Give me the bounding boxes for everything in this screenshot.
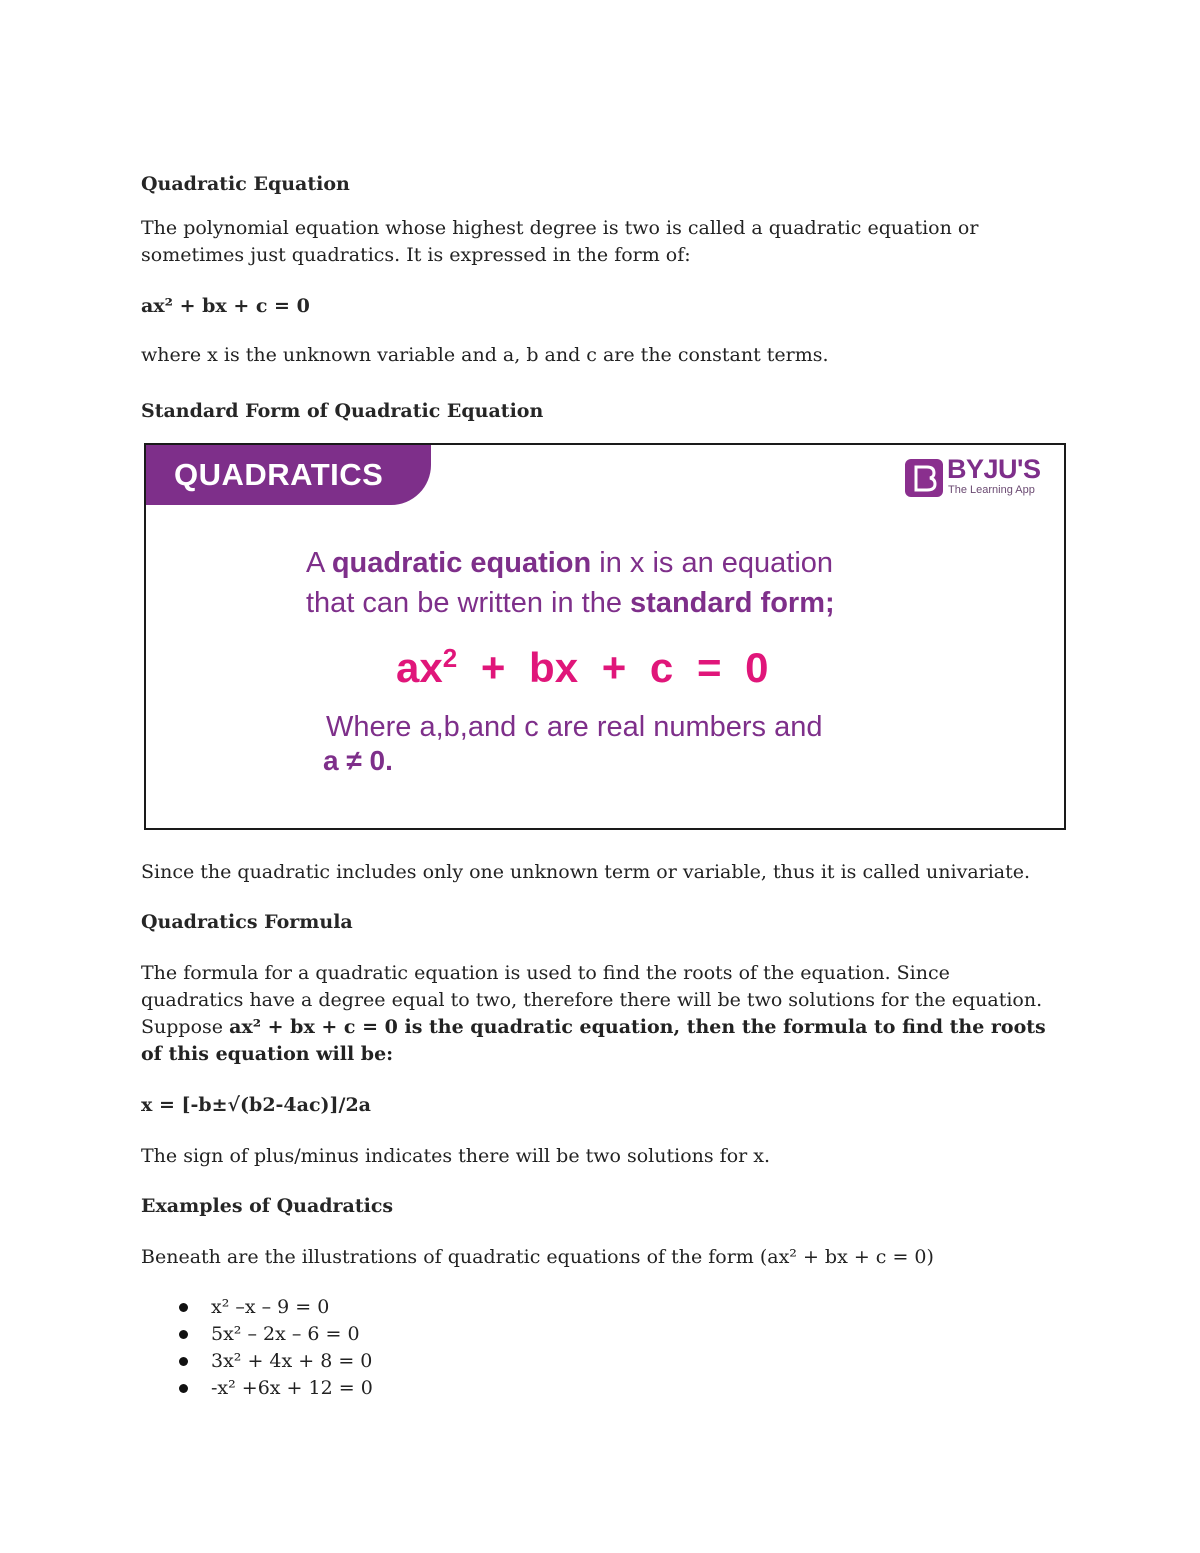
def-text: A <box>306 547 332 579</box>
byjus-logo-icon <box>905 459 943 497</box>
heading-examples: Examples of Quadratics <box>141 1195 394 1217</box>
formula-paragraph-bold: ax² + bx + c = 0 is the quadratic equation, then the formula to find the roots of this equation will be: <box>141 1016 1046 1065</box>
formula-paragraph-text: The formula for a quadratic equation is used to find the roots of the equation. Since quadratics have a degree equal to two, therefore there will be two solutions for the equation. Suppose <box>141 962 1043 1038</box>
example-text: -x² +6x + 12 = 0 <box>211 1377 373 1399</box>
example-text: 3x² + 4x + 8 = 0 <box>211 1350 373 1372</box>
example-text: x² –x – 9 = 0 <box>211 1296 330 1318</box>
bullet-icon <box>179 1330 188 1339</box>
bullet-icon <box>179 1384 188 1393</box>
list-item <box>141 1294 373 1321</box>
infographic-banner <box>146 445 431 505</box>
variables-paragraph: where x is the unknown variable and a, b and c are the constant terms. <box>141 344 829 366</box>
def-bold: quadratic equation <box>331 547 592 579</box>
examples-intro: Beneath are the illustrations of quadratic equations of the form (ax² + bx + c = 0) <box>141 1246 934 1268</box>
byjus-logo <box>905 454 1050 497</box>
condition-text: a ≠ 0. <box>323 745 393 776</box>
heading-standard-form: Standard Form of Quadratic Equation <box>141 400 544 422</box>
list-item <box>141 1375 373 1402</box>
bullet-icon <box>179 1303 188 1312</box>
univariate-paragraph: Since the quadratic includes only one unknown term or variable, thus it is called univariate. <box>141 861 1031 883</box>
standard-equation: ax² + bx + c = 0 <box>141 295 310 317</box>
def-text: in x is an equation <box>591 547 834 579</box>
infographic-equation <box>396 643 769 692</box>
bullet-icon <box>179 1357 188 1366</box>
example-text: 5x² – 2x – 6 = 0 <box>211 1323 360 1345</box>
formula-paragraph <box>141 960 1053 1068</box>
logo-tagline: The Learning App <box>948 484 1035 496</box>
definition-text <box>306 543 835 623</box>
logo-name: BYJU'S <box>947 454 1041 484</box>
eq-exponent: 2 <box>442 643 458 673</box>
def-text: that can be written in the <box>306 587 631 619</box>
heading-quadratic-equation: Quadratic Equation <box>141 173 350 195</box>
eq-part: ax <box>396 644 443 691</box>
def-bold: standard form; <box>630 587 835 619</box>
list-item <box>141 1348 373 1375</box>
intro-paragraph: The polynomial equation whose highest degree is two is called a quadratic equation or sometimes just quadratics. It is expressed in the form of: <box>141 217 979 266</box>
plus-minus-paragraph: The sign of plus/minus indicates there will be two solutions for x. <box>141 1145 771 1167</box>
eq-part: + bx + c = 0 <box>457 644 769 691</box>
heading-quadratics-formula: Quadratics Formula <box>141 911 353 933</box>
examples-list <box>141 1294 373 1402</box>
list-item <box>141 1321 373 1348</box>
banner-title: QUADRATICS <box>174 457 384 492</box>
quadratics-infographic <box>144 443 1066 830</box>
where-text: Where a,b,and c are real numbers and <box>326 711 823 743</box>
quadratic-formula: x = [-b±√(b2-4ac)]/2a <box>141 1094 371 1116</box>
